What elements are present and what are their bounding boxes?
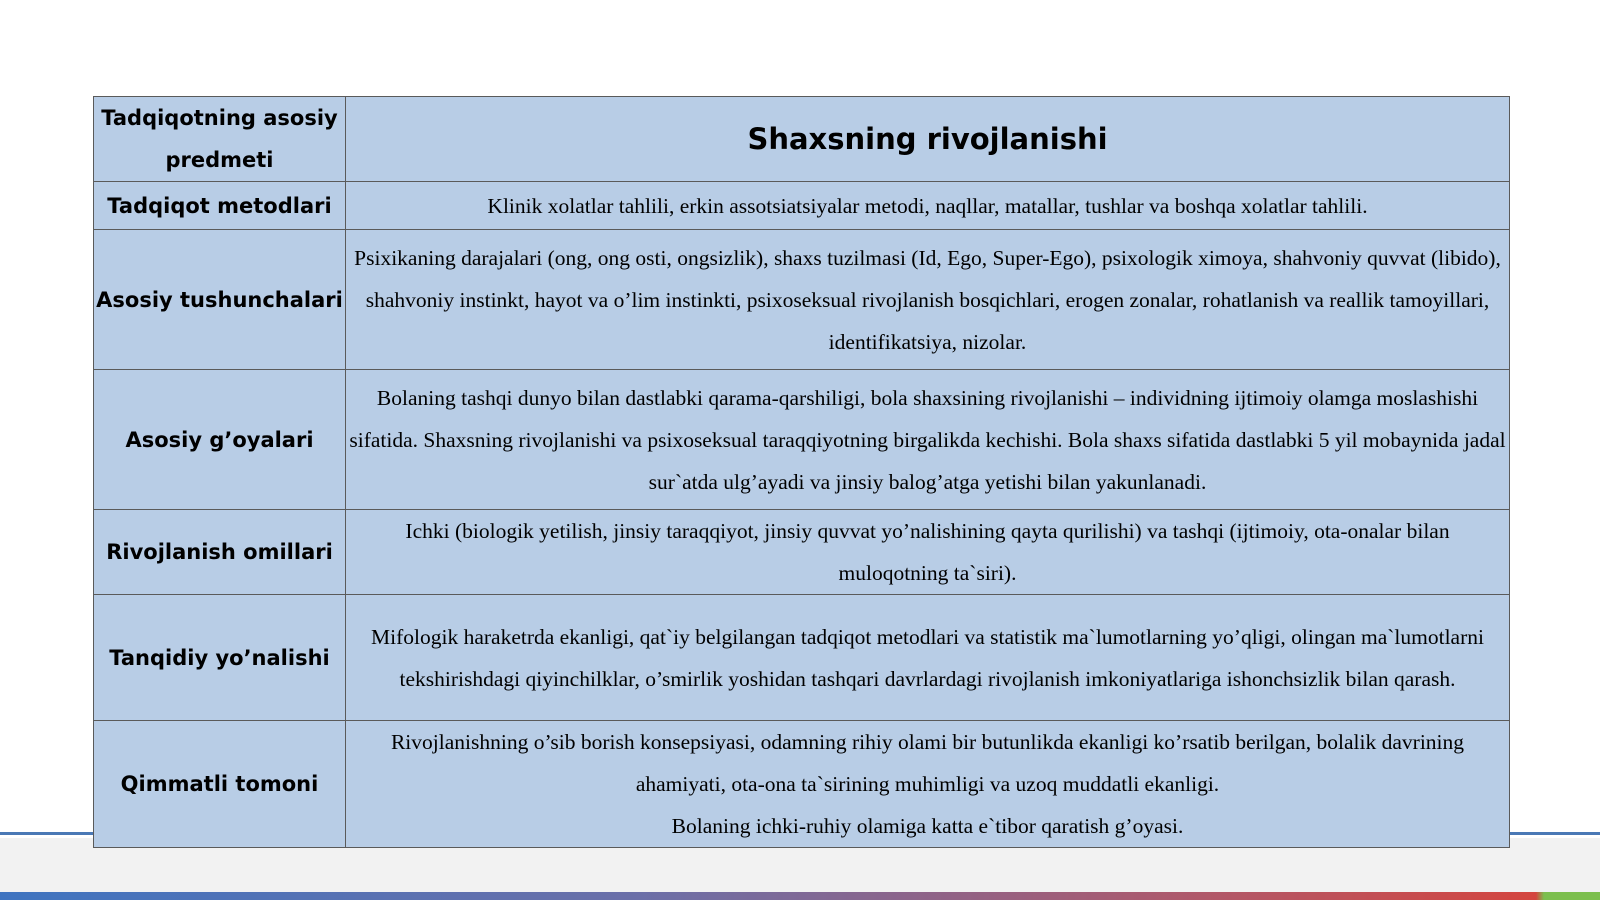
header-title-cell: Shaxsning rivojlanishi: [346, 97, 1510, 182]
row-label: Tanqidiy yo’nalishi: [94, 595, 346, 721]
row-label: Rivojlanish omillari: [94, 510, 346, 595]
table-header-row: [94, 97, 1510, 182]
table-row: [94, 230, 1510, 370]
accent-line-right: [1510, 832, 1600, 835]
row-value: Ichki (biologik yetilish, jinsiy taraqqiyot, jinsiy quvvat yo’nalishining qayta qurilishi) va tashqi (ijtimoiy, ota-onalar bilan muloqotning ta`siri).: [346, 510, 1510, 595]
row-value: Mifologik haraketrda ekanligi, qat`iy belgilangan tadqiqot metodlari va statistik ma`lumotlarning yo’qligi, olingan ma`lumotlarni tekshirishdagi qiyinchilklar, o’smirlik yoshidan tashqari davrlardagi rivojlanish imkoniyatlariga ishonchsizlik bilan qarash.: [346, 595, 1510, 721]
row-label: Asosiy tushunchalari: [94, 230, 346, 370]
row-value: Bolaning tashqi dunyo bilan dastlabki qarama-qarshiligi, bola shaxsining rivojlanishi – individning ijtimoiy olamga moslashishi sifatida. Shaxsning rivojlanishi va psixoseksual taraqqiyotning birgalikda kechishi. Bola shaxs sifatida dastlabki 5 yil mobaynida jadal sur`atda ulg’ayadi va jinsiy balog’atga yetishi bilan yakunlanadi.: [346, 370, 1510, 510]
info-table: [93, 96, 1510, 848]
row-value: Klinik xolatlar tahlili, erkin assotsiatsiyalar metodi, naqllar, matallar, tushlar va boshqa xolatlar tahlili.: [346, 182, 1510, 230]
table-row: [94, 182, 1510, 230]
header-label-cell: Tadqiqotning asosiy predmeti: [94, 97, 346, 182]
row-value-line: Bolaning ichki-ruhiy olamiga katta e`tibor qaratish g’oyasi.: [671, 814, 1184, 838]
row-value: Psixikaning darajalari (ong, ong osti, ongsizlik), shaxs tuzilmasi (Id, Ego, Super-Ego), psixologik ximoya, shahvoniy quvvat (libido), shahvoniy instinkt, hayot va o’lim instinkti, psixoseksual rivojlanish bosqichlari, erogen zonalar, rohatlanish va reallik tamoyillari, identifikatsiya, nizolar.: [346, 230, 1510, 370]
table-row: [94, 370, 1510, 510]
row-value: [346, 721, 1510, 848]
row-value-line: Rivojlanishning o’sib borish konsepsiyasi, odamning rihiy olami bir butunlikda ekanligi ko’rsatib berilgan, bolalik davrining ahamiyati, ota-ona ta`sirining muhimligi va uzoq muddatli ekanligi.: [390, 730, 1465, 796]
row-label: Asosiy g’oyalari: [94, 370, 346, 510]
table-row: [94, 595, 1510, 721]
decorative-bottom-bar: [0, 892, 1600, 900]
table-row: [94, 510, 1510, 595]
row-label: Qimmatli tomoni: [94, 721, 346, 848]
row-label: Tadqiqot metodlari: [94, 182, 346, 230]
table-row: [94, 721, 1510, 848]
accent-line-left: [0, 832, 93, 835]
